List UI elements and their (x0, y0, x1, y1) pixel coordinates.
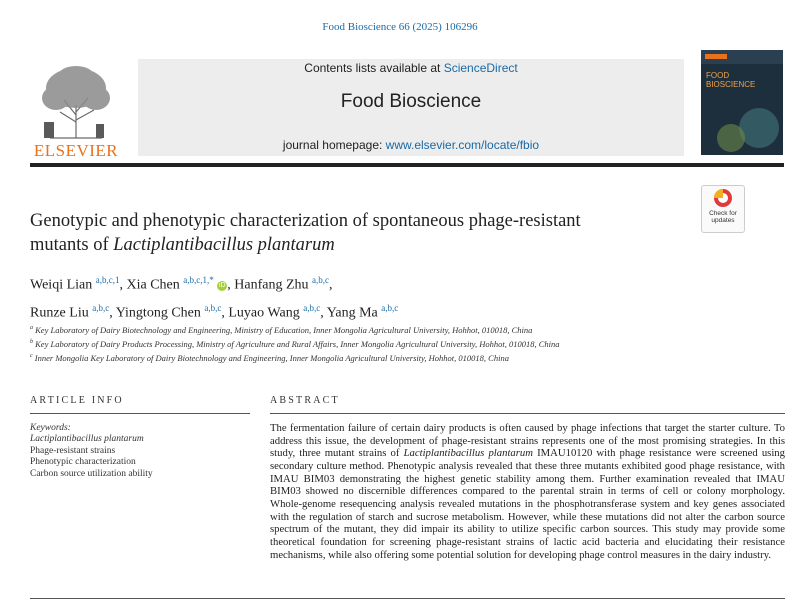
abstract-body (270, 422, 785, 561)
affiliation-text: Key Laboratory of Dairy Products Processing, Ministry of Agriculture and Rural Affairs, Inner Mongolia Agricultural University, Hohhot, 010018, China (35, 338, 560, 349)
author-line-1: Weiqi Lian $^{a,b,c,1}$, Xia Chen $^{a,b,c,1,*}$ iD , Hanfang Zhu $^{a,b,c}$, (30, 275, 333, 293)
elsevier-wordmark: ELSEVIER (33, 141, 119, 160)
homepage-link[interactable]: www.elsevier.com/locate/fbio (385, 138, 540, 152)
homepage-prefix: journal homepage: (282, 138, 386, 152)
check-updates-line1: Check for (709, 210, 737, 217)
title-line-1: Genotypic and phenotypic characterization of spontaneous phage-resistant (30, 211, 581, 231)
abstract-species: Lactiplantibacillus plantarum (403, 447, 533, 460)
article-info-rule (30, 413, 250, 414)
author-affil-marks[interactable]: a,b,c (381, 302, 399, 313)
keyword-item (30, 434, 250, 446)
author-affil-marks[interactable]: a,b,c,1,* (183, 275, 214, 285)
abstract-text-1: The fermentation failure of certain dairy products is often caused by phage infections that target the starter culture. To address this issue, the development of phage-resistant strains represents one of the most promising strategies. In this study, three mutant strains of (270, 422, 785, 460)
author-name[interactable]: Weiqi Lian (30, 277, 93, 293)
check-updates-label (701, 210, 745, 224)
affiliation-text: Inner Mongolia Key Laboratory of Dairy Biotechnology and Engineering, Inner Mongolia Agricultural University, Hohhot, 010018, China (34, 352, 509, 363)
author-affil-marks[interactable]: a,b,c (312, 275, 330, 285)
author-name[interactable]: Yingtong Chen (115, 305, 201, 321)
article-title (30, 209, 690, 257)
affiliation-item (30, 322, 730, 336)
keyword-item: Carbon source utilization ability (30, 468, 153, 479)
author-name[interactable]: Luyao Wang (228, 305, 300, 321)
journal-cover-image[interactable] (701, 50, 783, 155)
author-name[interactable]: Hanfang Zhu (234, 277, 309, 293)
author-list (30, 269, 690, 324)
keywords-label: Keywords: (30, 423, 71, 433)
contents-line (138, 61, 684, 75)
author-affil-marks[interactable]: a,b,c,1 (95, 275, 120, 285)
keyword-item: Phage-resistant strains (30, 445, 116, 456)
affiliation-mark: c (30, 352, 33, 359)
author-affil-marks[interactable]: a,b,c (204, 302, 222, 313)
abstract-heading: ABSTRACT (270, 395, 340, 406)
header-divider (30, 163, 784, 167)
affiliation-list (30, 322, 730, 363)
author-line-2: Runze Liu $^{a,b,c}$, Yingtong Chen $^{a,b,c}$, Luyao Wang $^{a,b,c}$, Yang Ma $^{a,b,c}$ (30, 302, 399, 321)
affiliation-item (30, 336, 730, 350)
cover-title-line1: FOOD (706, 71, 730, 80)
author-name[interactable]: Xia Chen (126, 277, 180, 293)
journal-citation[interactable]: Food Bioscience 66 (2025) 106296 (322, 21, 478, 33)
author-affil-marks[interactable]: a,b,c (92, 302, 110, 313)
abstract-text-2: IMAU10120 with phage resistance were screened using secondary culture method. Phenotypic analysis revealed that these three mutants exhibited good phage resistance, with IMAU BIM03 demonstrating the highest genetic stability among them. Further examination revealed that IMAU BIM03 showed no discernible differences compared to the parental strain in terms of cell or colony morphology. Whole-genome resequencing analysis revealed mutations in the phosphotransferase system and key genes associated with the regulation of starch and sucrose metabolism. However, while these mutations did not alter the carbon source spectrum of the mutant, they did impair its ability to utilize specific carbon sources. This study may provide some theoretical foundation for screening phage-resistant strains of lactic acid bacteria and elucidating their resistance mechanisms, while also offering some potential solution for developing phage control measures in the dairy industry. (270, 447, 785, 561)
journal-title: Food Bioscience (340, 91, 482, 112)
author-name[interactable]: Runze Liu (30, 305, 89, 321)
author-affil-marks[interactable]: a,b,c (303, 302, 321, 313)
affiliation-text: Key Laboratory of Dairy Biotechnology and Engineering, Ministry of Education, Inner Mongolia Agricultural University, Hohhot, 010018, China (35, 324, 533, 335)
affiliation-item (30, 350, 730, 364)
affiliation-mark: b (30, 338, 33, 345)
cover-title-line2: BIOSCIENCE (706, 80, 756, 89)
sciencedirect-link[interactable]: ScienceDirect (443, 61, 518, 75)
keyword-text: Lactiplantibacillus plantarum (30, 434, 144, 444)
contents-prefix: Contents lists available at (304, 61, 444, 75)
title-line2-prefix: mutants of (30, 235, 114, 255)
footer-rule (30, 598, 785, 599)
author-name[interactable]: Yang Ma (326, 305, 378, 321)
title-species: Lactiplantibacillus plantarum (113, 235, 335, 255)
check-for-updates-button[interactable] (701, 185, 745, 233)
check-updates-icon (702, 186, 744, 210)
affiliation-mark: a (30, 325, 33, 331)
title-line-2 (30, 233, 690, 257)
keyword-item: Phenotypic characterization (30, 457, 136, 467)
check-updates-line2: updates (711, 217, 735, 224)
journal-homepage-line (138, 138, 684, 152)
abstract-rule (270, 413, 785, 414)
orcid-icon[interactable]: iD (218, 281, 226, 289)
article-info-heading: ARTICLE INFO (30, 395, 124, 406)
cover-title (706, 71, 776, 89)
keyword-list (30, 434, 250, 480)
cover-art (701, 50, 783, 155)
